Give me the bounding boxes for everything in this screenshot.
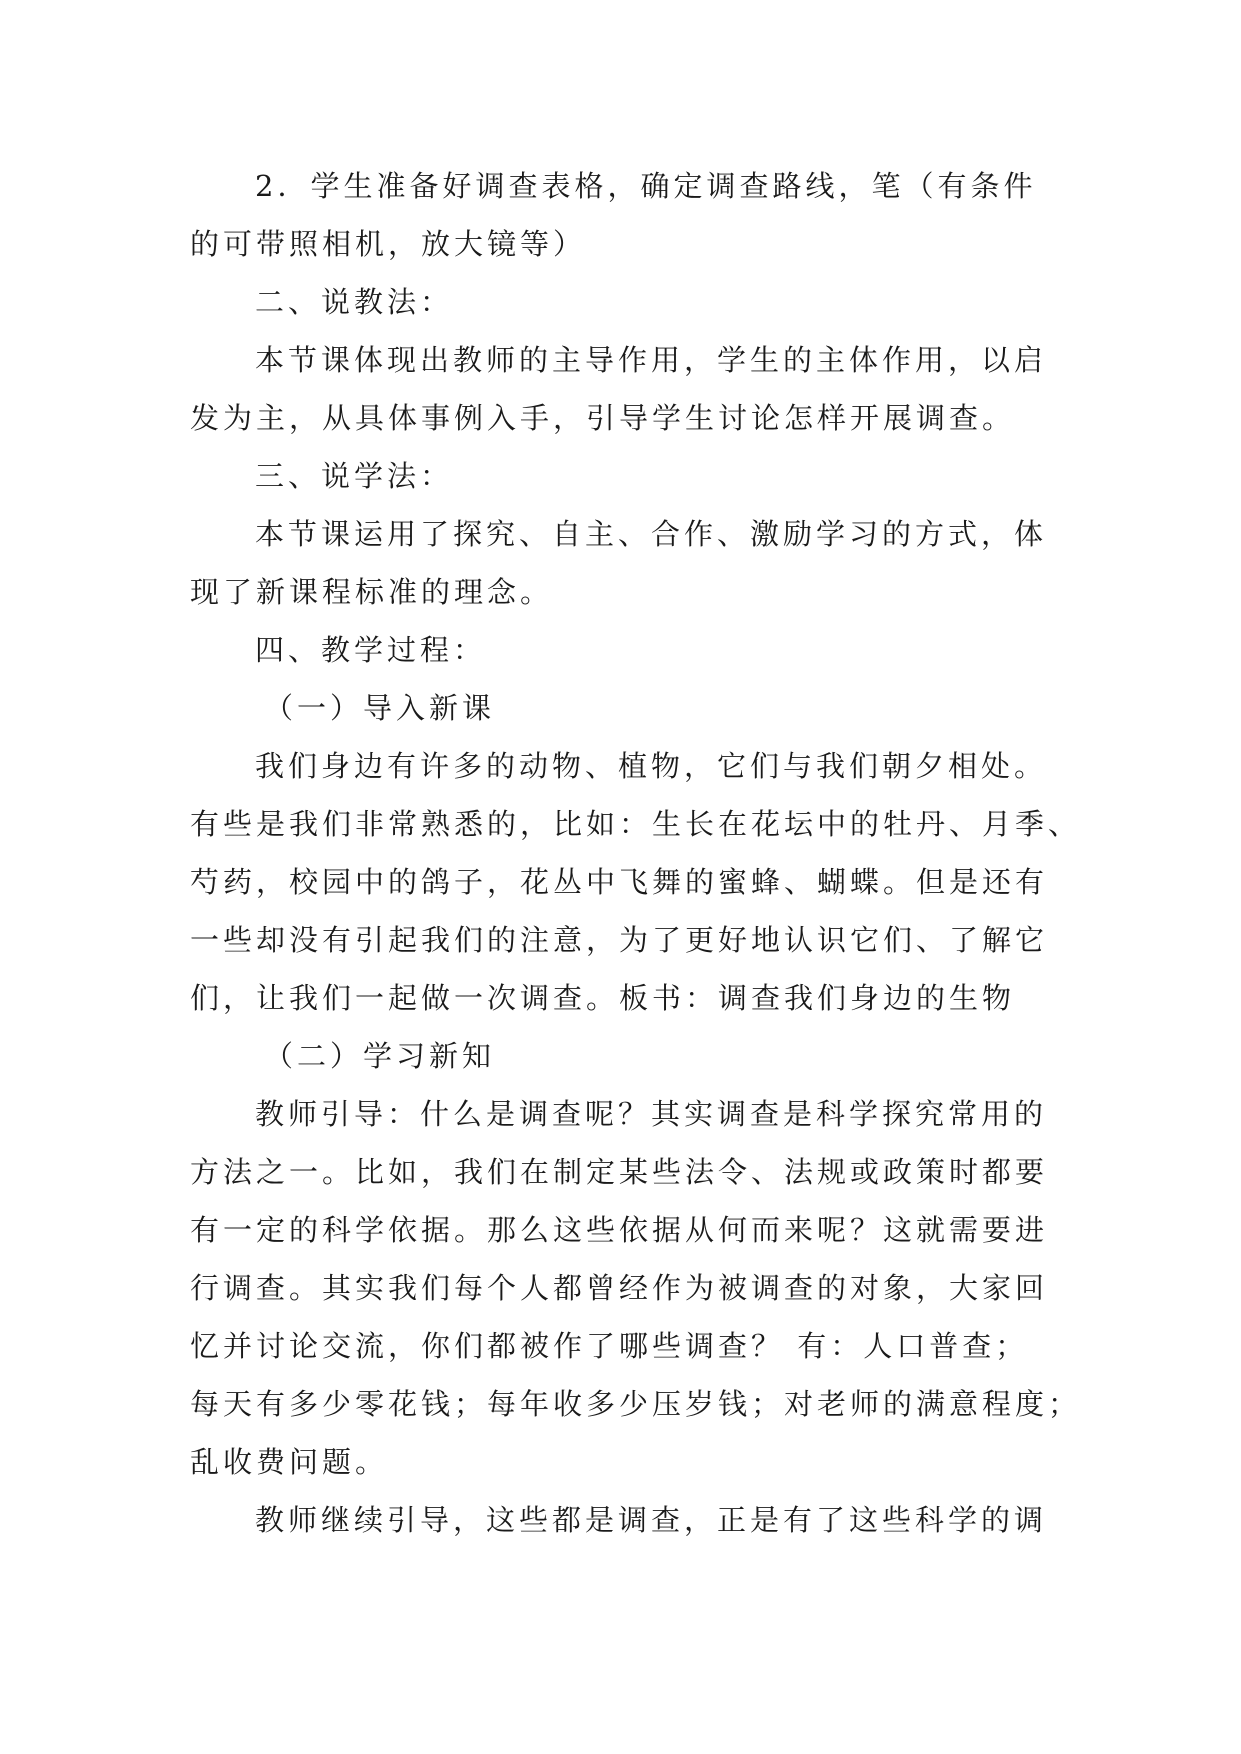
paragraph-line: 的可带照相机，放大镜等）: [190, 227, 587, 261]
paragraph-line: 教师继续引导，这些都是调查，正是有了这些科学的调: [255, 1503, 1048, 1537]
paragraph-line: 2．学生准备好调查表格，确定调查路线，笔（有条件: [255, 169, 1037, 203]
paragraph-line: 本节课体现出教师的主导作用，学生的主体作用，以启: [255, 343, 1048, 377]
paragraph-line: 忆并讨论交流，你们都被作了哪些调查？ 有：人口普查；: [190, 1329, 1029, 1363]
paragraph-line: 发为主，从具体事例入手，引导学生讨论怎样开展调查。: [190, 401, 1016, 435]
paragraph-line: 们，让我们一起做一次调查。板书：调查我们身边的生物: [190, 981, 1016, 1015]
subsection-heading: （二）学习新知: [264, 1039, 496, 1073]
section-heading: 三、说学法：: [255, 459, 454, 493]
paragraph-line: 有些是我们非常熟悉的，比如：生长在花坛中的牡丹、月季、: [190, 807, 1082, 841]
paragraph-line: 教师引导：什么是调查呢？其实调查是科学探究常用的: [255, 1097, 1048, 1131]
paragraph-line: 每天有多少零花钱；每年收多少压岁钱；对老师的满意程度；: [190, 1387, 1082, 1421]
paragraph-line: 行调查。其实我们每个人都曾经作为被调查的对象，大家回: [190, 1271, 1049, 1305]
section-heading: 二、说教法：: [255, 285, 454, 319]
paragraph-line: 我们身边有许多的动物、植物，它们与我们朝夕相处。: [255, 749, 1048, 783]
paragraph-line: 一些却没有引起我们的注意，为了更好地认识它们、了解它: [190, 923, 1049, 957]
paragraph-line: 本节课运用了探究、自主、合作、激励学习的方式，体: [255, 517, 1048, 551]
paragraph-line: 芍药，校园中的鸽子，花丛中飞舞的蜜蜂、蝴蝶。但是还有: [190, 865, 1049, 899]
paragraph-line: 有一定的科学依据。那么这些依据从何而来呢？这就需要进: [190, 1213, 1049, 1247]
subsection-heading: （一）导入新课: [264, 691, 496, 725]
section-heading: 四、教学过程：: [255, 633, 487, 667]
paragraph-line: 现了新课程标准的理念。: [190, 575, 554, 609]
paragraph-line: 乱收费问题。: [190, 1445, 389, 1479]
paragraph-line: 方法之一。比如，我们在制定某些法令、法规或政策时都要: [190, 1155, 1049, 1189]
